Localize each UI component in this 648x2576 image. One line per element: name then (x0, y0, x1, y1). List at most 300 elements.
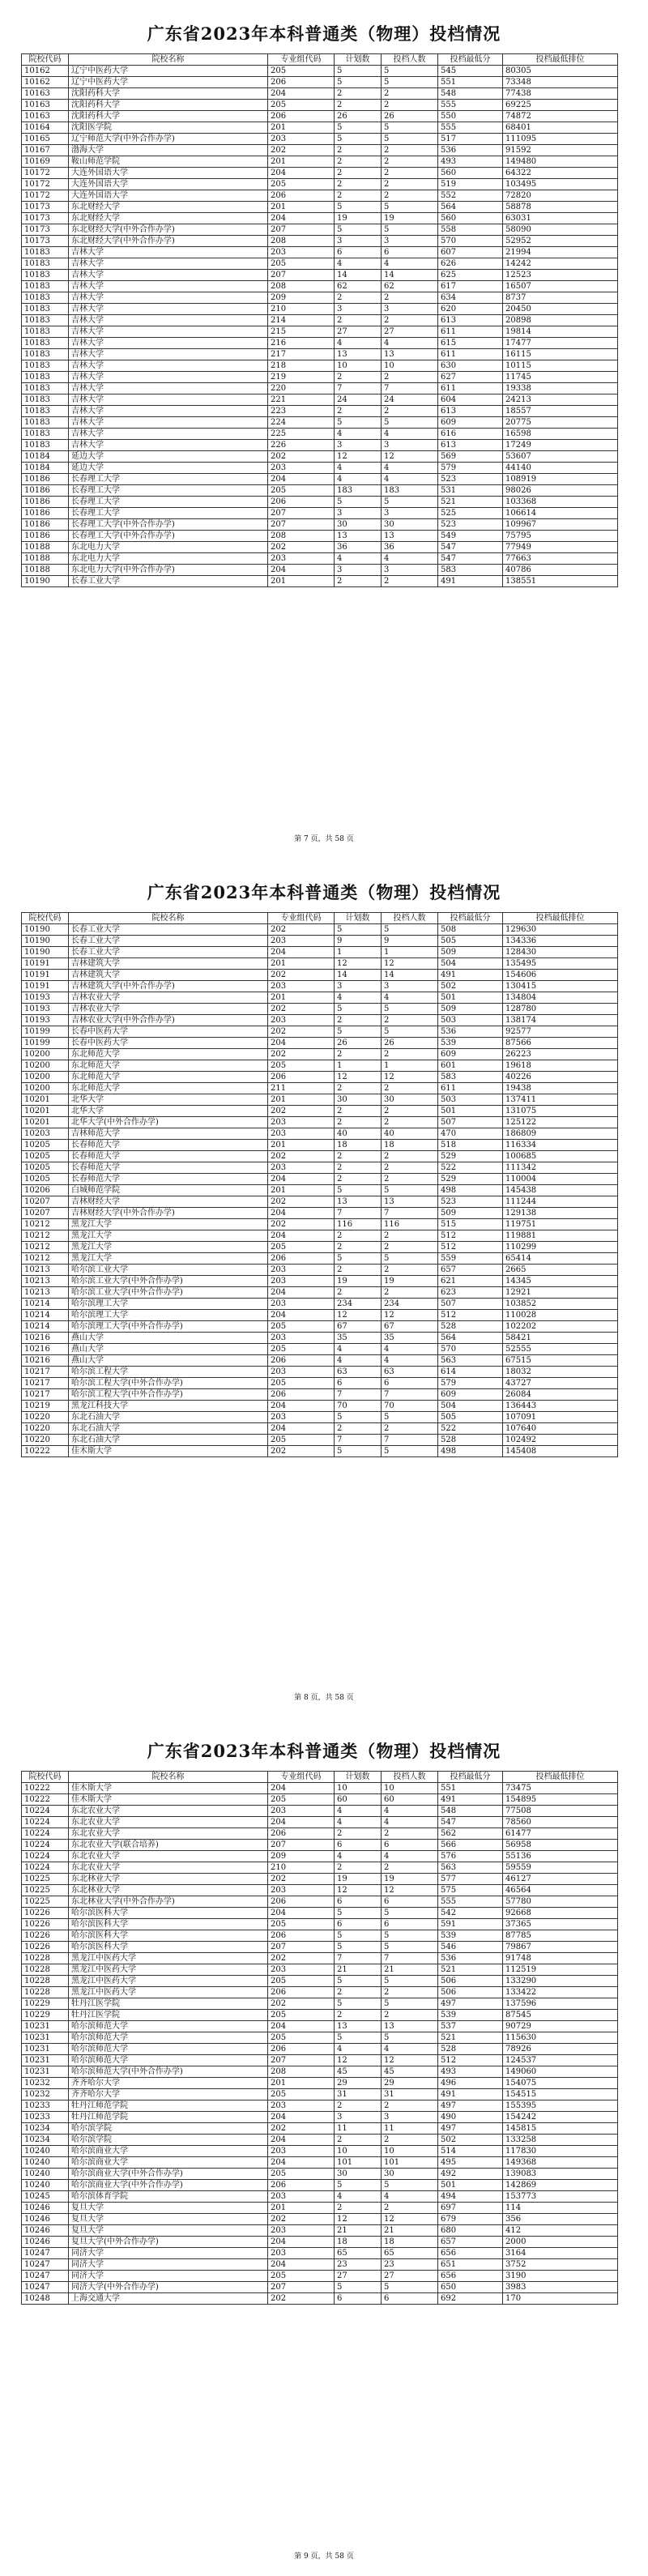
major-group-code-cell: 219 (268, 372, 335, 383)
school-code-cell: 10183 (22, 360, 69, 372)
min-rank-cell: 74872 (503, 111, 618, 122)
school-code-cell: 10231 (22, 2055, 69, 2066)
min-rank-cell: 57780 (503, 1896, 618, 1908)
plan-count-cell: 2 (335, 2010, 382, 2021)
school-code-cell: 10220 (22, 1423, 69, 1435)
major-group-code-cell: 202 (268, 970, 335, 981)
major-group-code-cell: 203 (268, 2248, 335, 2259)
admitted-count-cell: 2 (382, 2100, 438, 2112)
admitted-count-cell: 4 (382, 258, 438, 270)
min-rank-cell: 87785 (503, 1930, 618, 1942)
school-name-cell: 吉林农业大学(中外合作办学) (69, 1015, 268, 1026)
admitted-count-cell: 5 (382, 2032, 438, 2044)
school-code-cell: 10247 (22, 2259, 69, 2271)
admitted-count-cell: 3 (382, 304, 438, 315)
admitted-count-cell: 12 (382, 1072, 438, 1083)
plan-count-cell: 3 (335, 565, 382, 576)
table-row (22, 2282, 618, 2293)
major-group-code-cell: 218 (268, 360, 335, 372)
school-name-cell: 东北林业大学 (69, 1874, 268, 1885)
min-rank-cell: 112519 (503, 1964, 618, 1976)
admitted-count-cell: 101 (382, 2157, 438, 2169)
min-score-cell: 514 (438, 2146, 503, 2157)
school-code-cell: 10183 (22, 349, 69, 360)
table-row (22, 338, 618, 349)
min-rank-cell: 111095 (503, 134, 618, 145)
table-row (22, 1828, 618, 1840)
plan-count-cell: 12 (335, 1310, 382, 1321)
school-name-cell: 辽宁中医药大学 (69, 77, 268, 88)
school-code-cell: 10190 (22, 947, 69, 958)
min-rank-cell: 92668 (503, 1908, 618, 1919)
table-row (22, 924, 618, 936)
table-row (22, 2214, 618, 2225)
page-footer: 第 9 页，共 58 页 (294, 2553, 354, 2561)
major-group-code-cell: 206 (268, 190, 335, 202)
school-code-cell: 10207 (22, 1196, 69, 1208)
table-row (22, 77, 618, 88)
min-score-cell: 515 (438, 1219, 503, 1230)
min-score-cell: 512 (438, 2055, 503, 2066)
major-group-code-cell: 206 (268, 1072, 335, 1083)
header-min-score: 投档最低分 (438, 54, 503, 66)
admitted-count-cell: 6 (382, 1919, 438, 1930)
school-code-cell: 10228 (22, 1953, 69, 1964)
min-rank-cell: 63031 (503, 213, 618, 224)
plan-count-cell: 4 (335, 1851, 382, 1862)
admitted-count-cell: 36 (382, 542, 438, 553)
school-name-cell: 吉林大学 (69, 349, 268, 360)
major-group-code-cell: 204 (268, 1038, 335, 1049)
school-name-cell: 延边大学 (69, 463, 268, 474)
plan-count-cell: 2 (335, 1117, 382, 1128)
min-rank-cell: 78926 (503, 2044, 618, 2055)
min-score-cell: 497 (438, 2123, 503, 2135)
table-row (22, 315, 618, 326)
school-name-cell: 佳木斯大学 (69, 1446, 268, 1457)
header-plan-count: 计划数 (335, 913, 382, 924)
min-score-cell: 546 (438, 1942, 503, 1953)
plan-count-cell: 14 (335, 270, 382, 281)
table-row (22, 1840, 618, 1851)
school-name-cell: 长春工业大学 (69, 936, 268, 947)
table-header-row (22, 913, 618, 924)
school-code-cell: 10201 (22, 1106, 69, 1117)
school-code-cell: 10163 (22, 88, 69, 100)
school-code-cell: 10186 (22, 519, 69, 531)
min-score-cell: 504 (438, 958, 503, 970)
min-score-cell: 522 (438, 1162, 503, 1174)
min-rank-cell: 55136 (503, 1851, 618, 1862)
admitted-count-cell: 19 (382, 1874, 438, 1885)
admitted-count-cell: 4 (382, 2044, 438, 2055)
min-score-cell: 531 (438, 485, 503, 497)
admitted-count-cell: 2 (382, 190, 438, 202)
major-group-code-cell: 205 (268, 1060, 335, 1072)
min-score-cell: 611 (438, 383, 503, 395)
plan-count-cell: 4 (335, 474, 382, 485)
admitted-count-cell: 62 (382, 281, 438, 292)
plan-count-cell: 12 (335, 1072, 382, 1083)
table-row (22, 406, 618, 417)
school-name-cell: 吉林大学 (69, 292, 268, 304)
admitted-count-cell: 4 (382, 338, 438, 349)
table-row (22, 145, 618, 156)
min-rank-cell: 72820 (503, 190, 618, 202)
min-rank-cell: 125122 (503, 1117, 618, 1128)
admitted-count-cell: 45 (382, 2066, 438, 2078)
table-row (22, 440, 618, 451)
admitted-count-cell: 29 (382, 2078, 438, 2089)
school-name-cell: 哈尔滨理工大学 (69, 1299, 268, 1310)
school-code-cell: 10183 (22, 395, 69, 406)
admitted-count-cell: 2 (382, 100, 438, 111)
admitted-count-cell: 27 (382, 2271, 438, 2282)
school-code-cell: 10217 (22, 1378, 69, 1389)
plan-count-cell: 10 (335, 2146, 382, 2157)
table-row (22, 1049, 618, 1060)
admitted-count-cell: 2 (382, 1987, 438, 1998)
school-code-cell: 10199 (22, 1026, 69, 1038)
school-name-cell: 长春中医药大学 (69, 1038, 268, 1049)
major-group-code-cell: 217 (268, 349, 335, 360)
plan-count-cell: 19 (335, 213, 382, 224)
school-code-cell: 10224 (22, 1817, 69, 1828)
major-group-code-cell: 203 (268, 463, 335, 474)
major-group-code-cell: 203 (268, 936, 335, 947)
admitted-count-cell: 12 (382, 958, 438, 970)
admitted-count-cell: 5 (382, 417, 438, 429)
table-row (22, 1435, 618, 1446)
min-score-cell: 569 (438, 451, 503, 463)
plan-count-cell: 13 (335, 1196, 382, 1208)
school-name-cell: 哈尔滨商业大学 (69, 2157, 268, 2169)
min-score-cell: 528 (438, 2044, 503, 2055)
major-group-code-cell: 207 (268, 1840, 335, 1851)
min-rank-cell: 46564 (503, 1885, 618, 1896)
table-row (22, 383, 618, 395)
school-name-cell: 长春师范大学 (69, 1162, 268, 1174)
admitted-count-cell: 31 (382, 2089, 438, 2100)
plan-count-cell: 2 (335, 292, 382, 304)
min-rank-cell: 153773 (503, 2191, 618, 2203)
school-name-cell: 长春工业大学 (69, 947, 268, 958)
major-group-code-cell: 204 (268, 2259, 335, 2271)
plan-count-cell: 19 (335, 1874, 382, 1885)
school-name-cell: 沈阳药科大学 (69, 100, 268, 111)
min-score-cell: 625 (438, 270, 503, 281)
major-group-code-cell: 206 (268, 111, 335, 122)
school-name-cell: 东北财经大学(中外合作办学) (69, 236, 268, 247)
table-row (22, 1162, 618, 1174)
admitted-count-cell: 5 (382, 1253, 438, 1265)
school-code-cell: 10183 (22, 270, 69, 281)
school-name-cell: 东北财经大学(中外合作办学) (69, 224, 268, 236)
min-score-cell: 529 (438, 1151, 503, 1162)
school-name-cell: 哈尔滨学院 (69, 2135, 268, 2146)
school-code-cell: 10207 (22, 1208, 69, 1219)
school-name-cell: 沈阳药科大学 (69, 88, 268, 100)
admitted-count-cell: 5 (382, 224, 438, 236)
plan-count-cell: 2 (335, 1162, 382, 1174)
plan-count-cell: 30 (335, 2169, 382, 2180)
min-score-cell: 614 (438, 1367, 503, 1378)
school-code-cell: 10172 (22, 190, 69, 202)
school-name-cell: 长春工业大学 (69, 924, 268, 936)
plan-count-cell: 67 (335, 1321, 382, 1333)
school-name-cell: 东北农业大学 (69, 1851, 268, 1862)
plan-count-cell: 4 (335, 992, 382, 1004)
table-row (22, 2293, 618, 2305)
table-row (22, 372, 618, 383)
school-name-cell: 吉林建筑大学 (69, 970, 268, 981)
min-rank-cell: 58878 (503, 202, 618, 213)
school-name-cell: 齐齐哈尔大学 (69, 2078, 268, 2089)
table-row (22, 474, 618, 485)
admitted-count-cell: 2 (382, 2010, 438, 2021)
school-name-cell: 哈尔滨师范大学 (69, 2021, 268, 2032)
min-score-cell: 501 (438, 1106, 503, 1117)
school-name-cell: 北华大学(中外合作办学) (69, 1117, 268, 1128)
major-group-code-cell: 204 (268, 1817, 335, 1828)
school-code-cell: 10225 (22, 1896, 69, 1908)
table-row (22, 1344, 618, 1355)
school-code-cell: 10246 (22, 2203, 69, 2214)
table-row (22, 1208, 618, 1219)
school-code-cell: 10233 (22, 2100, 69, 2112)
school-name-cell: 哈尔滨师范大学 (69, 2044, 268, 2055)
min-score-cell: 506 (438, 1987, 503, 1998)
min-score-cell: 620 (438, 304, 503, 315)
min-score-cell: 512 (438, 1242, 503, 1253)
school-name-cell: 东北师范大学 (69, 1049, 268, 1060)
admitted-count-cell: 5 (382, 1004, 438, 1015)
plan-count-cell: 63 (335, 1367, 382, 1378)
school-name-cell: 黑龙江中医药大学 (69, 1953, 268, 1964)
table-row (22, 1885, 618, 1896)
major-group-code-cell: 202 (268, 1151, 335, 1162)
admitted-count-cell: 7 (382, 1208, 438, 1219)
plan-count-cell: 2 (335, 100, 382, 111)
major-group-code-cell: 205 (268, 1794, 335, 1806)
school-name-cell: 东北农业大学 (69, 1806, 268, 1817)
admitted-count-cell: 3 (382, 508, 438, 519)
school-code-cell: 10240 (22, 2157, 69, 2169)
min-score-cell: 501 (438, 2180, 503, 2191)
min-score-cell: 680 (438, 2225, 503, 2237)
school-name-cell: 吉林大学 (69, 395, 268, 406)
major-group-code-cell: 201 (268, 122, 335, 134)
min-rank-cell: 106614 (503, 508, 618, 519)
admitted-count-cell: 18 (382, 2237, 438, 2248)
admitted-count-cell: 5 (382, 134, 438, 145)
major-group-code-cell: 201 (268, 202, 335, 213)
admitted-count-cell: 2 (382, 1015, 438, 1026)
header-major-group-code: 专业组代码 (268, 54, 335, 66)
school-name-cell: 吉林大学 (69, 281, 268, 292)
school-name-cell: 燕山大学 (69, 1344, 268, 1355)
major-group-code-cell: 201 (268, 1140, 335, 1151)
min-rank-cell: 24213 (503, 395, 618, 406)
min-score-cell: 576 (438, 1851, 503, 1862)
school-name-cell: 燕山大学 (69, 1355, 268, 1367)
admitted-count-cell: 2 (382, 1242, 438, 1253)
school-name-cell: 哈尔滨医科大学 (69, 1919, 268, 1930)
plan-count-cell: 1 (335, 1060, 382, 1072)
school-code-cell: 10222 (22, 1446, 69, 1457)
plan-count-cell: 19 (335, 1276, 382, 1287)
major-group-code-cell: 202 (268, 145, 335, 156)
min-rank-cell: 20450 (503, 304, 618, 315)
plan-count-cell: 3 (335, 508, 382, 519)
min-score-cell: 552 (438, 190, 503, 202)
school-name-cell: 哈尔滨师范大学 (69, 2032, 268, 2044)
min-score-cell: 566 (438, 1840, 503, 1851)
admitted-count-cell: 12 (382, 2055, 438, 2066)
table-row (22, 2044, 618, 2055)
min-rank-cell: 8737 (503, 292, 618, 304)
major-group-code-cell: 203 (268, 1162, 335, 1174)
min-score-cell: 522 (438, 1423, 503, 1435)
table-row (22, 519, 618, 531)
school-code-cell: 10212 (22, 1230, 69, 1242)
plan-count-cell: 2 (335, 1828, 382, 1840)
min-score-cell: 521 (438, 2032, 503, 2044)
admitted-count-cell: 3 (382, 236, 438, 247)
admitted-count-cell: 2 (382, 1162, 438, 1174)
school-name-cell: 长春理工大学 (69, 508, 268, 519)
min-score-cell: 611 (438, 326, 503, 338)
admitted-count-cell: 2 (382, 1151, 438, 1162)
admitted-count-cell: 6 (382, 1378, 438, 1389)
min-score-cell: 491 (438, 576, 503, 587)
school-code-cell: 10183 (22, 292, 69, 304)
min-rank-cell: 12921 (503, 1287, 618, 1299)
plan-count-cell: 27 (335, 2271, 382, 2282)
min-rank-cell: 2000 (503, 2237, 618, 2248)
school-code-cell: 10200 (22, 1072, 69, 1083)
min-rank-cell: 149368 (503, 2157, 618, 2169)
plan-count-cell: 1 (335, 947, 382, 958)
min-rank-cell: 115630 (503, 2032, 618, 2044)
major-group-code-cell: 205 (268, 2032, 335, 2044)
table-row (22, 1321, 618, 1333)
school-code-cell: 10172 (22, 168, 69, 179)
min-rank-cell: 20898 (503, 315, 618, 326)
table-row (22, 2146, 618, 2157)
school-code-cell: 10247 (22, 2282, 69, 2293)
major-group-code-cell: 201 (268, 958, 335, 970)
major-group-code-cell: 202 (268, 451, 335, 463)
admitted-count-cell: 21 (382, 2225, 438, 2237)
admitted-count-cell: 2 (382, 1117, 438, 1128)
plan-count-cell: 6 (335, 1378, 382, 1389)
major-group-code-cell: 204 (268, 213, 335, 224)
school-name-cell: 牡丹江师范学院 (69, 2112, 268, 2123)
header-min-rank: 投档最低排位 (503, 1772, 618, 1783)
plan-count-cell: 2 (335, 1015, 382, 1026)
major-group-code-cell: 206 (268, 1987, 335, 1998)
min-rank-cell: 73348 (503, 77, 618, 88)
min-score-cell: 528 (438, 1435, 503, 1446)
table-row (22, 1942, 618, 1953)
min-rank-cell: 110028 (503, 1310, 618, 1321)
header-admitted-count: 投档人数 (382, 1772, 438, 1783)
table-row (22, 1976, 618, 1987)
school-code-cell: 10205 (22, 1162, 69, 1174)
major-group-code-cell: 203 (268, 2146, 335, 2157)
table-row (22, 2100, 618, 2112)
plan-count-cell: 101 (335, 2157, 382, 2169)
admitted-count-cell: 35 (382, 1333, 438, 1344)
major-group-code-cell: 201 (268, 1094, 335, 1106)
admitted-count-cell: 1 (382, 1060, 438, 1072)
admitted-count-cell: 2 (382, 1230, 438, 1242)
min-score-cell: 521 (438, 497, 503, 508)
major-group-code-cell: 201 (268, 156, 335, 168)
table-row (22, 258, 618, 270)
min-score-cell: 539 (438, 1930, 503, 1942)
school-name-cell: 吉林建筑大学 (69, 958, 268, 970)
admitted-count-cell: 2 (382, 88, 438, 100)
plan-count-cell: 12 (335, 958, 382, 970)
school-name-cell: 同济大学 (69, 2259, 268, 2271)
school-name-cell: 东北财经大学 (69, 202, 268, 213)
min-rank-cell: 69225 (503, 100, 618, 111)
school-code-cell: 10183 (22, 281, 69, 292)
min-score-cell: 523 (438, 474, 503, 485)
plan-count-cell: 65 (335, 2248, 382, 2259)
major-group-code-cell: 203 (268, 553, 335, 565)
admitted-count-cell: 12 (382, 451, 438, 463)
min-rank-cell: 58090 (503, 224, 618, 236)
table-row (22, 1004, 618, 1015)
admitted-count-cell: 2 (382, 1828, 438, 1840)
major-group-code-cell: 207 (268, 519, 335, 531)
min-score-cell: 512 (438, 1230, 503, 1242)
plan-count-cell: 2 (335, 2135, 382, 2146)
major-group-code-cell: 205 (268, 1976, 335, 1987)
min-rank-cell: 59559 (503, 1862, 618, 1874)
plan-count-cell: 5 (335, 417, 382, 429)
min-rank-cell: 77949 (503, 542, 618, 553)
min-rank-cell: 77663 (503, 553, 618, 565)
school-code-cell: 10226 (22, 1919, 69, 1930)
min-score-cell: 650 (438, 2282, 503, 2293)
min-score-cell: 536 (438, 1953, 503, 1964)
major-group-code-cell: 202 (268, 1953, 335, 1964)
major-group-code-cell: 202 (268, 1219, 335, 1230)
table-row (22, 2123, 618, 2135)
school-name-cell: 东北石油大学 (69, 1435, 268, 1446)
min-rank-cell: 119751 (503, 1219, 618, 1230)
table-row (22, 1265, 618, 1276)
plan-count-cell: 2 (335, 156, 382, 168)
min-rank-cell: 155395 (503, 2100, 618, 2112)
min-score-cell: 525 (438, 508, 503, 519)
min-rank-cell: 19438 (503, 1083, 618, 1094)
table-header-row (22, 54, 618, 66)
school-code-cell: 10212 (22, 1253, 69, 1265)
min-score-cell: 507 (438, 1117, 503, 1128)
min-score-cell: 550 (438, 111, 503, 122)
min-score-cell: 617 (438, 281, 503, 292)
school-name-cell: 复旦大学 (69, 2203, 268, 2214)
min-score-cell: 547 (438, 553, 503, 565)
page-9 (0, 1717, 648, 2576)
table-row (22, 1106, 618, 1117)
table-row (22, 1117, 618, 1128)
